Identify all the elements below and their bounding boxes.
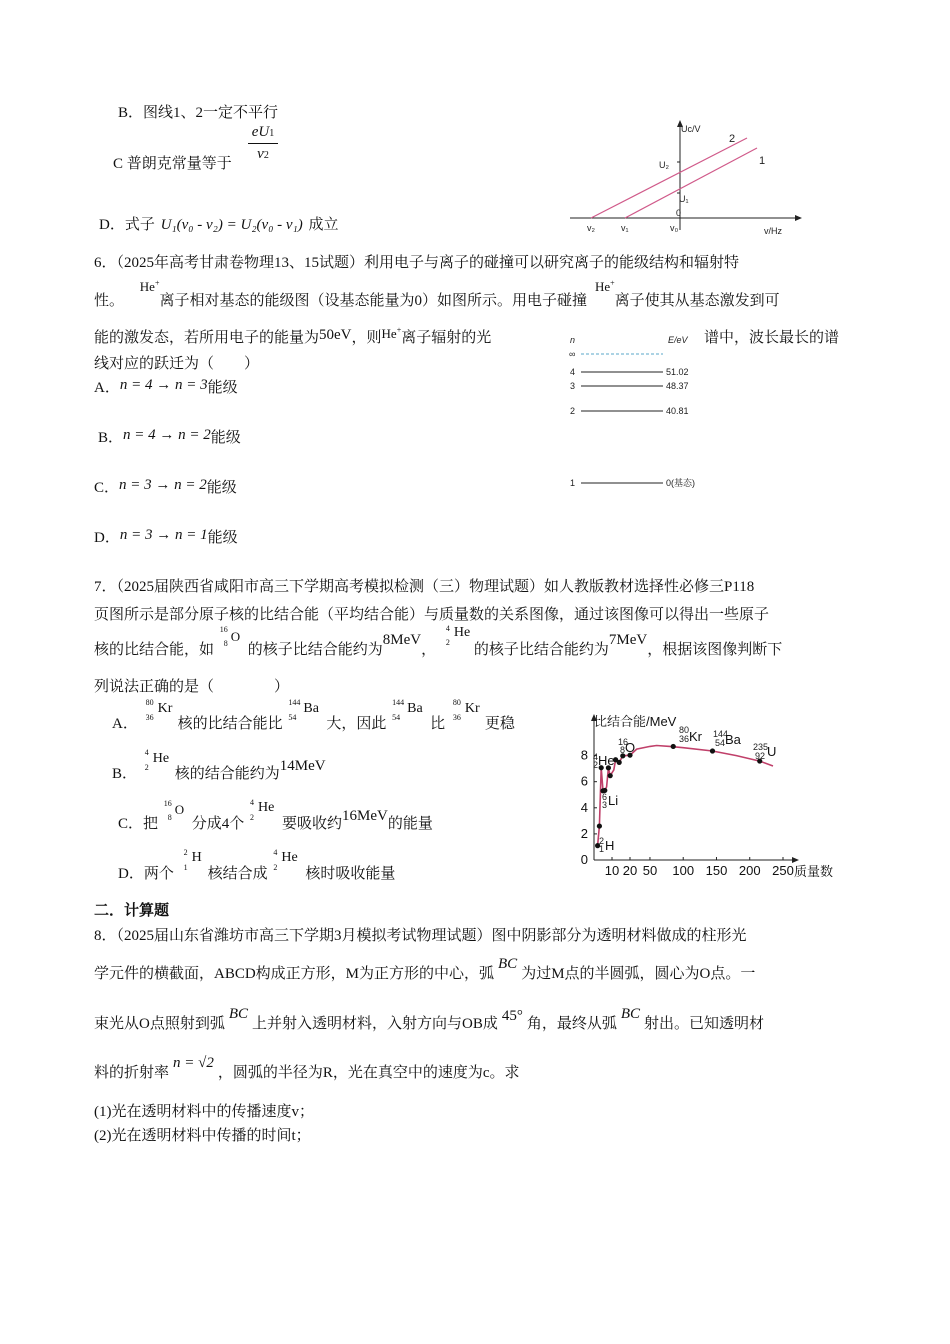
ion-charge: + bbox=[154, 278, 160, 288]
chart-label-he bbox=[593, 752, 615, 770]
nuclide-symbol: O bbox=[230, 629, 241, 644]
nuclide-symbol: H bbox=[191, 850, 202, 865]
nuclide-mass-number: 16 bbox=[163, 799, 172, 808]
refractive-index-formula: n = √2 bbox=[173, 1055, 214, 1071]
nuclide-atomic-number: 8 bbox=[620, 745, 626, 755]
q6-option-b bbox=[98, 426, 241, 447]
nuclide-symbol: Kr bbox=[157, 701, 173, 716]
graph-x-arrow bbox=[795, 215, 802, 221]
graph-line-2-label: 2 bbox=[729, 133, 736, 145]
x-tick-label: 150 bbox=[705, 863, 728, 878]
nuclide-symbol: He bbox=[453, 625, 471, 640]
nuclide-atomic-number: 36 bbox=[145, 713, 154, 722]
x-tick-label: 250 bbox=[772, 863, 794, 878]
nuclide-atomic-number: 1 bbox=[599, 844, 605, 854]
y-tick-label: 8 bbox=[580, 747, 588, 763]
nuclide-ba144 bbox=[390, 698, 430, 730]
nuclide-symbol: H bbox=[605, 838, 615, 853]
graph-v0-label: v₀ bbox=[670, 223, 679, 233]
nuclide-symbol: Li bbox=[608, 793, 619, 808]
level-n-header: n bbox=[570, 335, 576, 345]
q8-line-2-b: 为过M点的半圆弧，圆心为O点。一 bbox=[521, 966, 756, 982]
chart-label-o bbox=[618, 737, 635, 755]
nuclide-atomic-number: 54 bbox=[288, 713, 297, 722]
q5-option-d-prefix: D．式子 bbox=[99, 217, 155, 233]
q8-line-2-a: 学元件的横截面，ABCD构成正方形，M为正方形的中心，弧 bbox=[94, 966, 495, 982]
nuclide-mass-number: 4 bbox=[144, 748, 149, 757]
nuclide-atomic-number: 54 bbox=[715, 738, 726, 748]
q5-option-c-fraction bbox=[248, 124, 278, 163]
nuclide-mass-number: 16 bbox=[219, 625, 228, 634]
chart-data-point bbox=[710, 748, 715, 753]
nuclide-he4 bbox=[271, 848, 305, 880]
q7-line-4: 列说法正确的是（ ） bbox=[94, 679, 290, 695]
nuclide-symbol: He bbox=[152, 751, 170, 766]
graph-y-label: Uc/V bbox=[681, 124, 701, 134]
nuclide-he4 bbox=[141, 748, 175, 780]
option-value: 16MeV bbox=[342, 808, 388, 824]
nuclide-mass-number: 144 bbox=[392, 698, 405, 707]
nuclide-mass-number: 144 bbox=[288, 698, 301, 707]
level-2-e: 40.81 bbox=[666, 406, 689, 416]
nuclide-symbol: Kr bbox=[464, 701, 480, 716]
option-label: B． bbox=[98, 430, 124, 446]
graph-line-1 bbox=[625, 148, 757, 218]
q8-line-2 bbox=[94, 956, 756, 983]
option-label: A． bbox=[94, 380, 120, 396]
option-label: C．把 bbox=[118, 816, 159, 832]
nuclide-kr80 bbox=[449, 698, 485, 730]
q8-line-1: 8．（2025届山东省潍坊市高三下学期3月模拟考试物理试题）图中阴影部分为透明材料做成的柱形光 bbox=[94, 928, 747, 944]
option-text: 的能量 bbox=[387, 816, 433, 832]
q7-line-3-b: 的核子比结合能约为 bbox=[247, 642, 383, 658]
nuclide-atomic-number: 1 bbox=[183, 863, 188, 872]
nuclide-symbol: He bbox=[258, 800, 275, 815]
graph-line-2 bbox=[591, 138, 747, 218]
level-3-e: 48.37 bbox=[666, 381, 689, 391]
q6-ion-2 bbox=[595, 279, 615, 294]
level-infinity-label: ∞ bbox=[569, 349, 576, 359]
q5-option-c bbox=[113, 152, 232, 173]
q6-line-3-b: ，则 bbox=[351, 330, 382, 346]
nuclide-symbol: He bbox=[598, 753, 615, 768]
graph-line-1-label: 1 bbox=[759, 155, 766, 167]
q7-value-8mev: 8MeV bbox=[382, 632, 422, 648]
nuclide-atomic-number: 2 bbox=[273, 863, 278, 872]
option-text: 分成4个 bbox=[191, 816, 245, 832]
level-1-e: 0(基态) bbox=[666, 478, 695, 488]
nuclide-atomic-number: 3 bbox=[602, 800, 608, 810]
graph-v2-label: v₂ bbox=[587, 223, 595, 233]
q6-line-3-c: 离子辐射的光 bbox=[401, 330, 492, 346]
nuclide-atomic-number: 36 bbox=[452, 713, 461, 722]
option-label: A． bbox=[112, 716, 138, 732]
nuclide-atomic-number: 2 bbox=[593, 760, 599, 770]
nuclide-mass-number: 80 bbox=[452, 698, 461, 707]
nuclide-mass-number: 235 bbox=[753, 742, 769, 752]
level-3-n: 3 bbox=[570, 381, 576, 391]
graph-v1-label: v₁ bbox=[621, 223, 629, 233]
q6-option-d bbox=[94, 526, 238, 547]
nuclide-mass-number: 4 bbox=[593, 752, 599, 762]
ion-symbol: He bbox=[381, 326, 397, 341]
arc-bc: BC bbox=[620, 1006, 641, 1022]
option-text: 核的比结合能比 bbox=[177, 716, 283, 732]
option-suffix: 能级 bbox=[207, 530, 238, 546]
graph-origin-label: 0 bbox=[676, 208, 682, 218]
nuclide-atomic-number: 8 bbox=[167, 813, 172, 822]
option-suffix: 能级 bbox=[207, 380, 238, 396]
q7-value-7mev: 7MeV bbox=[608, 632, 648, 648]
q7-option-a bbox=[112, 698, 515, 733]
q8-line-3-c: 角，最终从弧 bbox=[526, 1016, 617, 1032]
level-2-n: 2 bbox=[570, 406, 576, 416]
ion-symbol: He bbox=[594, 279, 611, 294]
nuclide-mass-number: 16 bbox=[618, 737, 629, 747]
q6-line-2-b: 离子相对基态的能级图（设基态能量为0）如图所示。用电子碰撞 bbox=[159, 293, 587, 309]
nuclide-mass-number: 4 bbox=[250, 798, 255, 807]
q6-line-3-tail: 谱中，波长最长的谱 bbox=[704, 330, 840, 346]
nuclide-symbol: O bbox=[174, 802, 185, 817]
option-label: C． bbox=[94, 480, 120, 496]
photoelectric-graph bbox=[565, 118, 805, 236]
chart-y-label: 比结合能/MeV bbox=[594, 714, 677, 729]
nuclide-ba144 bbox=[286, 698, 326, 730]
nuclide-o16 bbox=[162, 799, 192, 830]
q6-line-2-a: 性。 bbox=[94, 293, 125, 309]
chart-data-point bbox=[671, 744, 676, 749]
option-text: 更稳 bbox=[484, 716, 515, 732]
nuclide-mass-number: 2 bbox=[599, 836, 605, 846]
option-text: 核时吸收能量 bbox=[305, 866, 396, 882]
ion-symbol: He bbox=[139, 279, 155, 294]
ion-charge: + bbox=[610, 278, 615, 288]
chart-x-label: 质量数 bbox=[794, 864, 834, 879]
nuclide-atomic-number: 2 bbox=[144, 763, 149, 772]
nuclide-atomic-number: 2 bbox=[445, 638, 450, 647]
q6-option-a bbox=[94, 376, 238, 397]
option-text: 大，因此 bbox=[326, 716, 387, 732]
q8-subquestion-2: (2)光在透明材料中传播的时间t； bbox=[94, 1128, 311, 1144]
q7-option-b bbox=[112, 748, 326, 783]
nuclide-symbol: Ba bbox=[407, 701, 423, 716]
q6-ion-3 bbox=[382, 326, 402, 341]
level-4-e: 51.02 bbox=[666, 367, 689, 377]
nuclide-mass-number: 80 bbox=[679, 725, 690, 735]
fraction-numerator: eU bbox=[251, 124, 270, 140]
option-label: D． bbox=[94, 530, 120, 546]
q8-line-4-b: ，圆弧的半径为R，光在真空中的速度为c。求 bbox=[217, 1065, 520, 1081]
nuclide-mass-number: 4 bbox=[273, 848, 278, 857]
q7-line-3-a: 核的比结合能，如 bbox=[94, 642, 215, 658]
fraction-denominator: v bbox=[257, 146, 264, 162]
q7-line-3-e: ，根据该图像判断下 bbox=[647, 642, 783, 658]
nuclide-kr80 bbox=[142, 698, 178, 730]
x-tick-label: 10 bbox=[604, 863, 620, 878]
energy-level-diagram bbox=[565, 330, 715, 495]
option-formula: n = 3 → n = 2 bbox=[119, 477, 207, 493]
nuclide-he4 bbox=[440, 624, 474, 656]
graph-x-label: v/Hz bbox=[764, 226, 782, 236]
x-tick-label: 100 bbox=[672, 863, 695, 878]
nuclide-mass-number: 4 bbox=[445, 624, 450, 633]
q6-line-4: 线对应的跃迁为（ ） bbox=[94, 356, 260, 372]
nuclide-mass-number: 2 bbox=[183, 848, 188, 857]
chart-label-ba bbox=[713, 729, 742, 748]
nuclide-he4 bbox=[248, 798, 282, 830]
nuclide-mass-number: 80 bbox=[145, 698, 154, 707]
chart-data-point bbox=[597, 823, 602, 828]
q8-line-4 bbox=[94, 1055, 520, 1082]
q6-line-1: 6．（2025年高考甘肃卷物理13、15试题）利用电子与离子的碰撞可以研究离子的能级结构和辐射特 bbox=[94, 255, 740, 271]
x-tick-label: 50 bbox=[642, 863, 658, 878]
graph-u1-label: U₁ bbox=[679, 194, 689, 204]
q7-line-2: 页图所示是部分原子核的比结合能（平均结合能）与质量数的关系图像，通过该图像可以得出一些原子 bbox=[94, 607, 770, 623]
option-label: B． bbox=[112, 766, 138, 782]
q6-line-2 bbox=[94, 278, 780, 310]
y-tick-label: 0 bbox=[580, 852, 588, 867]
nuclide-symbol: Ba bbox=[725, 732, 741, 747]
option-formula: n = 3 → n = 1 bbox=[119, 527, 208, 543]
option-text: 核的结合能约为 bbox=[174, 766, 280, 782]
q6-ion-1 bbox=[140, 279, 160, 294]
q8-line-3-b: 上并射入透明材料，入射方向与OB成 bbox=[252, 1016, 498, 1032]
q8-line-3-d: 射出。已知透明材 bbox=[644, 1016, 765, 1032]
q8-line-3-a: 束光从O点照射到弧 bbox=[94, 1016, 225, 1032]
option-value: 14MeV bbox=[279, 758, 326, 774]
nuclide-atomic-number: 36 bbox=[679, 734, 690, 744]
chart-data-point bbox=[608, 773, 613, 778]
chart-curve bbox=[598, 746, 773, 846]
chart-label-u bbox=[753, 742, 776, 761]
q5-option-b: B．图线1、2一定不平行 bbox=[118, 105, 279, 121]
chart-label-h bbox=[599, 836, 614, 854]
q5-option-c-text: C 普朗克常量等于 bbox=[113, 156, 232, 172]
q7-option-d bbox=[118, 848, 396, 883]
nuclide-atomic-number: 8 bbox=[223, 639, 228, 648]
level-e-header: E/eV bbox=[668, 335, 688, 345]
nuclide-symbol: He bbox=[281, 850, 298, 865]
nuclide-atomic-number: 2 bbox=[250, 813, 255, 822]
q6-electron-energy: 50eV bbox=[319, 327, 352, 343]
angle-45: 45° bbox=[501, 1008, 523, 1024]
graph-u2-label: U₂ bbox=[659, 160, 669, 170]
option-text: 要吸收约 bbox=[282, 816, 343, 832]
option-formula: n = 4 → n = 3 bbox=[119, 377, 208, 393]
nuclide-atomic-number: 54 bbox=[392, 713, 401, 722]
q6-line-3-a: 能的激发态，若所用电子的能量为 bbox=[94, 330, 320, 346]
nuclide-atomic-number: 92 bbox=[755, 751, 766, 761]
level-1-n: 1 bbox=[570, 478, 576, 488]
option-suffix: 能级 bbox=[210, 430, 241, 446]
chart-label-li bbox=[602, 792, 618, 810]
nuclide-mass-number: 6 bbox=[602, 792, 608, 802]
nuclide-symbol: Kr bbox=[689, 729, 702, 744]
q7-line-3-c: ， bbox=[421, 642, 437, 658]
chart-label-kr bbox=[679, 725, 703, 744]
fraction-denominator-sub: 2 bbox=[263, 150, 269, 161]
binding-energy-chart bbox=[565, 708, 850, 886]
q5-option-d-formula: U₁(v₀ - v₂) = U₂(v₀ - v₁) bbox=[160, 217, 303, 233]
nuclide-o16 bbox=[218, 625, 248, 656]
q5-option-d bbox=[99, 213, 339, 234]
option-text: 比 bbox=[430, 716, 446, 732]
nuclide-symbol: U bbox=[767, 744, 777, 759]
arc-bc: BC bbox=[228, 1006, 249, 1022]
x-tick-label: 20 bbox=[622, 863, 638, 878]
nuclide-mass-number: 144 bbox=[713, 729, 729, 739]
q6-line-2-c: 离子使其从基态激发到可 bbox=[614, 293, 780, 309]
nuclide-h2 bbox=[178, 848, 208, 880]
level-4-n: 4 bbox=[570, 367, 576, 377]
q8-line-4-a: 料的折射率 bbox=[94, 1065, 170, 1081]
option-text: 核结合成 bbox=[207, 866, 268, 882]
q8-line-3 bbox=[94, 1006, 765, 1033]
y-tick-label: 4 bbox=[580, 799, 588, 815]
nuclide-symbol: O bbox=[625, 740, 636, 755]
ion-charge: + bbox=[396, 325, 402, 335]
fraction-numerator-sub: 1 bbox=[269, 128, 275, 139]
q6-option-c bbox=[94, 476, 237, 497]
y-tick-label: 6 bbox=[580, 773, 588, 789]
option-formula: n = 4 → n = 2 bbox=[123, 427, 211, 443]
option-suffix: 能级 bbox=[206, 480, 237, 496]
q7-line-3 bbox=[94, 624, 783, 659]
nuclide-symbol: Ba bbox=[303, 701, 319, 716]
y-tick-label: 2 bbox=[580, 825, 588, 841]
q7-line-3-d: 的核子比结合能约为 bbox=[473, 642, 609, 658]
arc-bc: BC bbox=[498, 956, 518, 972]
option-label: D．两个 bbox=[118, 866, 174, 882]
x-tick-label: 200 bbox=[738, 863, 761, 878]
q6-line-3 bbox=[94, 326, 491, 347]
section-title: 二．计算题 bbox=[94, 903, 170, 919]
q8-subquestion-1: (1)光在透明材料中的传播速度v； bbox=[94, 1104, 314, 1120]
chart-data-point bbox=[617, 760, 622, 765]
q5-option-d-suffix: 成立 bbox=[308, 217, 339, 233]
q7-option-c bbox=[118, 798, 433, 833]
q7-line-1: 7．（2025届陕西省咸阳市高三下学期高考模拟检测（三）物理试题）如人教版教材选择性必修三P118 bbox=[94, 579, 755, 595]
